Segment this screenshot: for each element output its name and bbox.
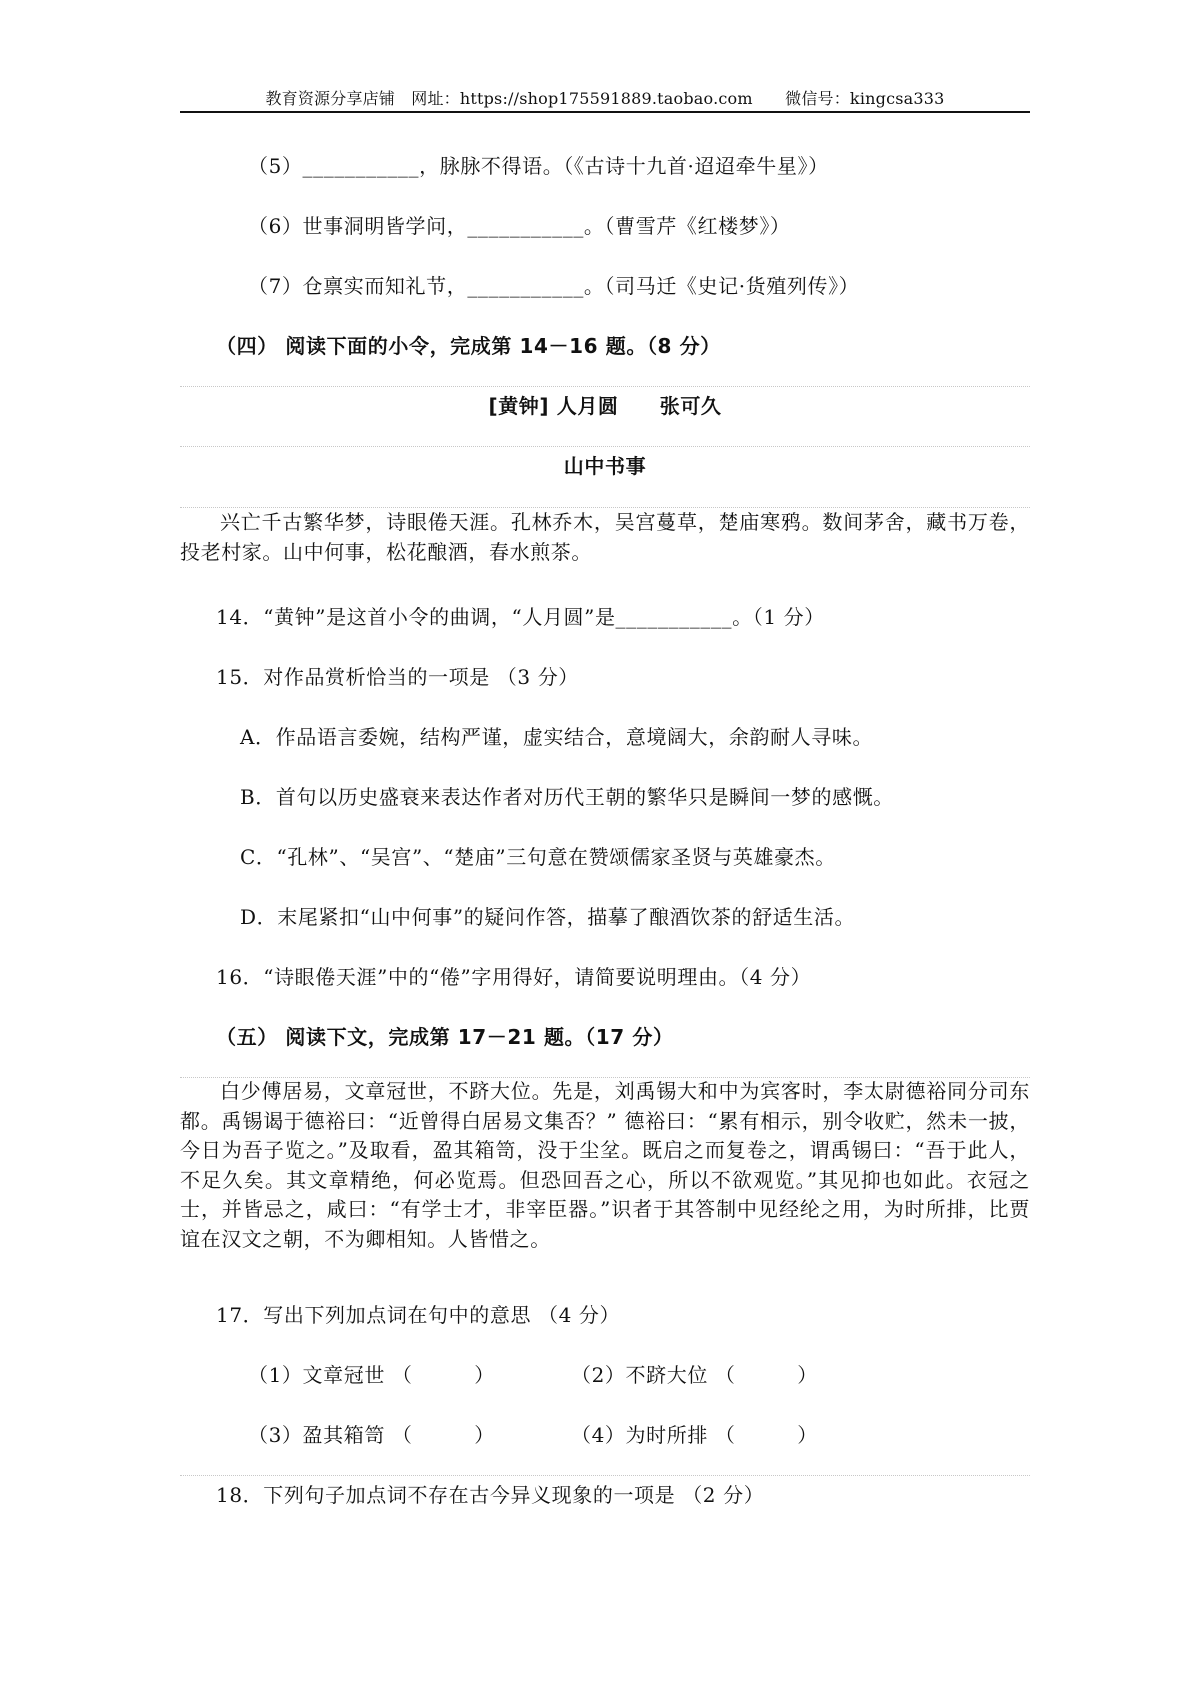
- question-17-item-2: （2）不跻大位 （ ）: [571, 1363, 818, 1387]
- question-14: 14．“黄钟”是这首小令的曲调，“人月圆”是___________。（1 分）: [216, 605, 825, 629]
- question-15-option-a: A．作品语言委婉，结构严谨，虚实结合，意境阔大，余韵耐人寻味。: [240, 725, 874, 749]
- poem-title: [黄钟] 人月圆 张可久: [488, 394, 722, 418]
- section-5-heading: （五） 阅读下文，完成第 17－21 题。（17 分）: [216, 1025, 674, 1049]
- question-17-item-3: （3）盈其箱笥 （ ）: [248, 1423, 495, 1447]
- fill-blank-item-6: （6）世事洞明皆学问，___________。（曹雪芹《红楼梦》）: [248, 214, 791, 238]
- question-17: 17．写出下列加点词在句中的意思 （4 分）: [216, 1303, 621, 1327]
- dotted-divider: [180, 1475, 1030, 1476]
- header-divider: [180, 111, 1030, 113]
- page-header: 教育资源分享店铺 网址：https://shop175591889.taobao.com 微信号：kingcsa333: [265, 89, 945, 108]
- fill-blank-item-5: （5）___________，脉脉不得语。（《古诗十九首·迢迢牵牛星》）: [248, 154, 829, 178]
- question-15-option-c: C．“孔林”、“吴宫”、“楚庙”三句意在赞颂儒家圣贤与英雄豪杰。: [240, 845, 836, 869]
- question-16: 16．“诗眼倦天涯”中的“倦”字用得好，请简要说明理由。（4 分）: [216, 965, 812, 989]
- question-18: 18．下列句子加点词不存在古今异义现象的一项是 （2 分）: [216, 1483, 765, 1507]
- question-15-option-d: D．末尾紧扣“山中何事”的疑问作答，描摹了酿酒饮茶的舒适生活。: [240, 905, 856, 929]
- question-15: 15．对作品赏析恰当的一项是 （3 分）: [216, 665, 579, 689]
- dotted-divider: [180, 446, 1030, 447]
- fill-blank-item-7: （7）仓禀实而知礼节，___________。（司马迁《史记·货殖列传》）: [248, 274, 860, 298]
- dotted-divider: [180, 386, 1030, 387]
- question-17-item-1: （1）文章冠世 （ ）: [248, 1363, 495, 1387]
- question-15-option-b: B．首句以历史盛衰来表达作者对历代王朝的繁华只是瞬间一梦的感慨。: [240, 785, 894, 809]
- section-4-heading: （四） 阅读下面的小令，完成第 14－16 题。（8 分）: [216, 334, 721, 358]
- poem-subtitle: 山中书事: [563, 454, 647, 478]
- classical-passage: 白少傅居易，文章冠世，不跻大位。先是，刘禹锡大和中为宾客时，李太尉德裕同分司东都。禹锡谒于德裕曰：“近曾得白居易文集否？” 德裕曰：“累有相示，别令收贮，然未一披，今日为吾子览之。”及取看，盈其箱笥，没于尘坌。既启之而复卷之，谓禹锡曰：“吾于此人，不足久矣。其文章精绝，何必览焉。但恐回吾之心，所以不欲观览。”其见抑也如此。衣冠之士，并皆忌之，咸曰：“有学士才，非宰臣器。”识者于其答制中见经纶之用，为时所排，比贾谊在汉文之朝，不为卿相知。人皆惜之。: [180, 1079, 1030, 1251]
- poem-text: 兴亡千古繁华梦，诗眼倦天涯。孔林乔木，吴宫蔓草，楚庙寒鸦。数间茅舍，藏书万卷，投老村家。山中何事，松花酿酒，春水煎茶。: [180, 510, 1030, 564]
- question-17-item-4: （4）为时所排 （ ）: [571, 1423, 818, 1447]
